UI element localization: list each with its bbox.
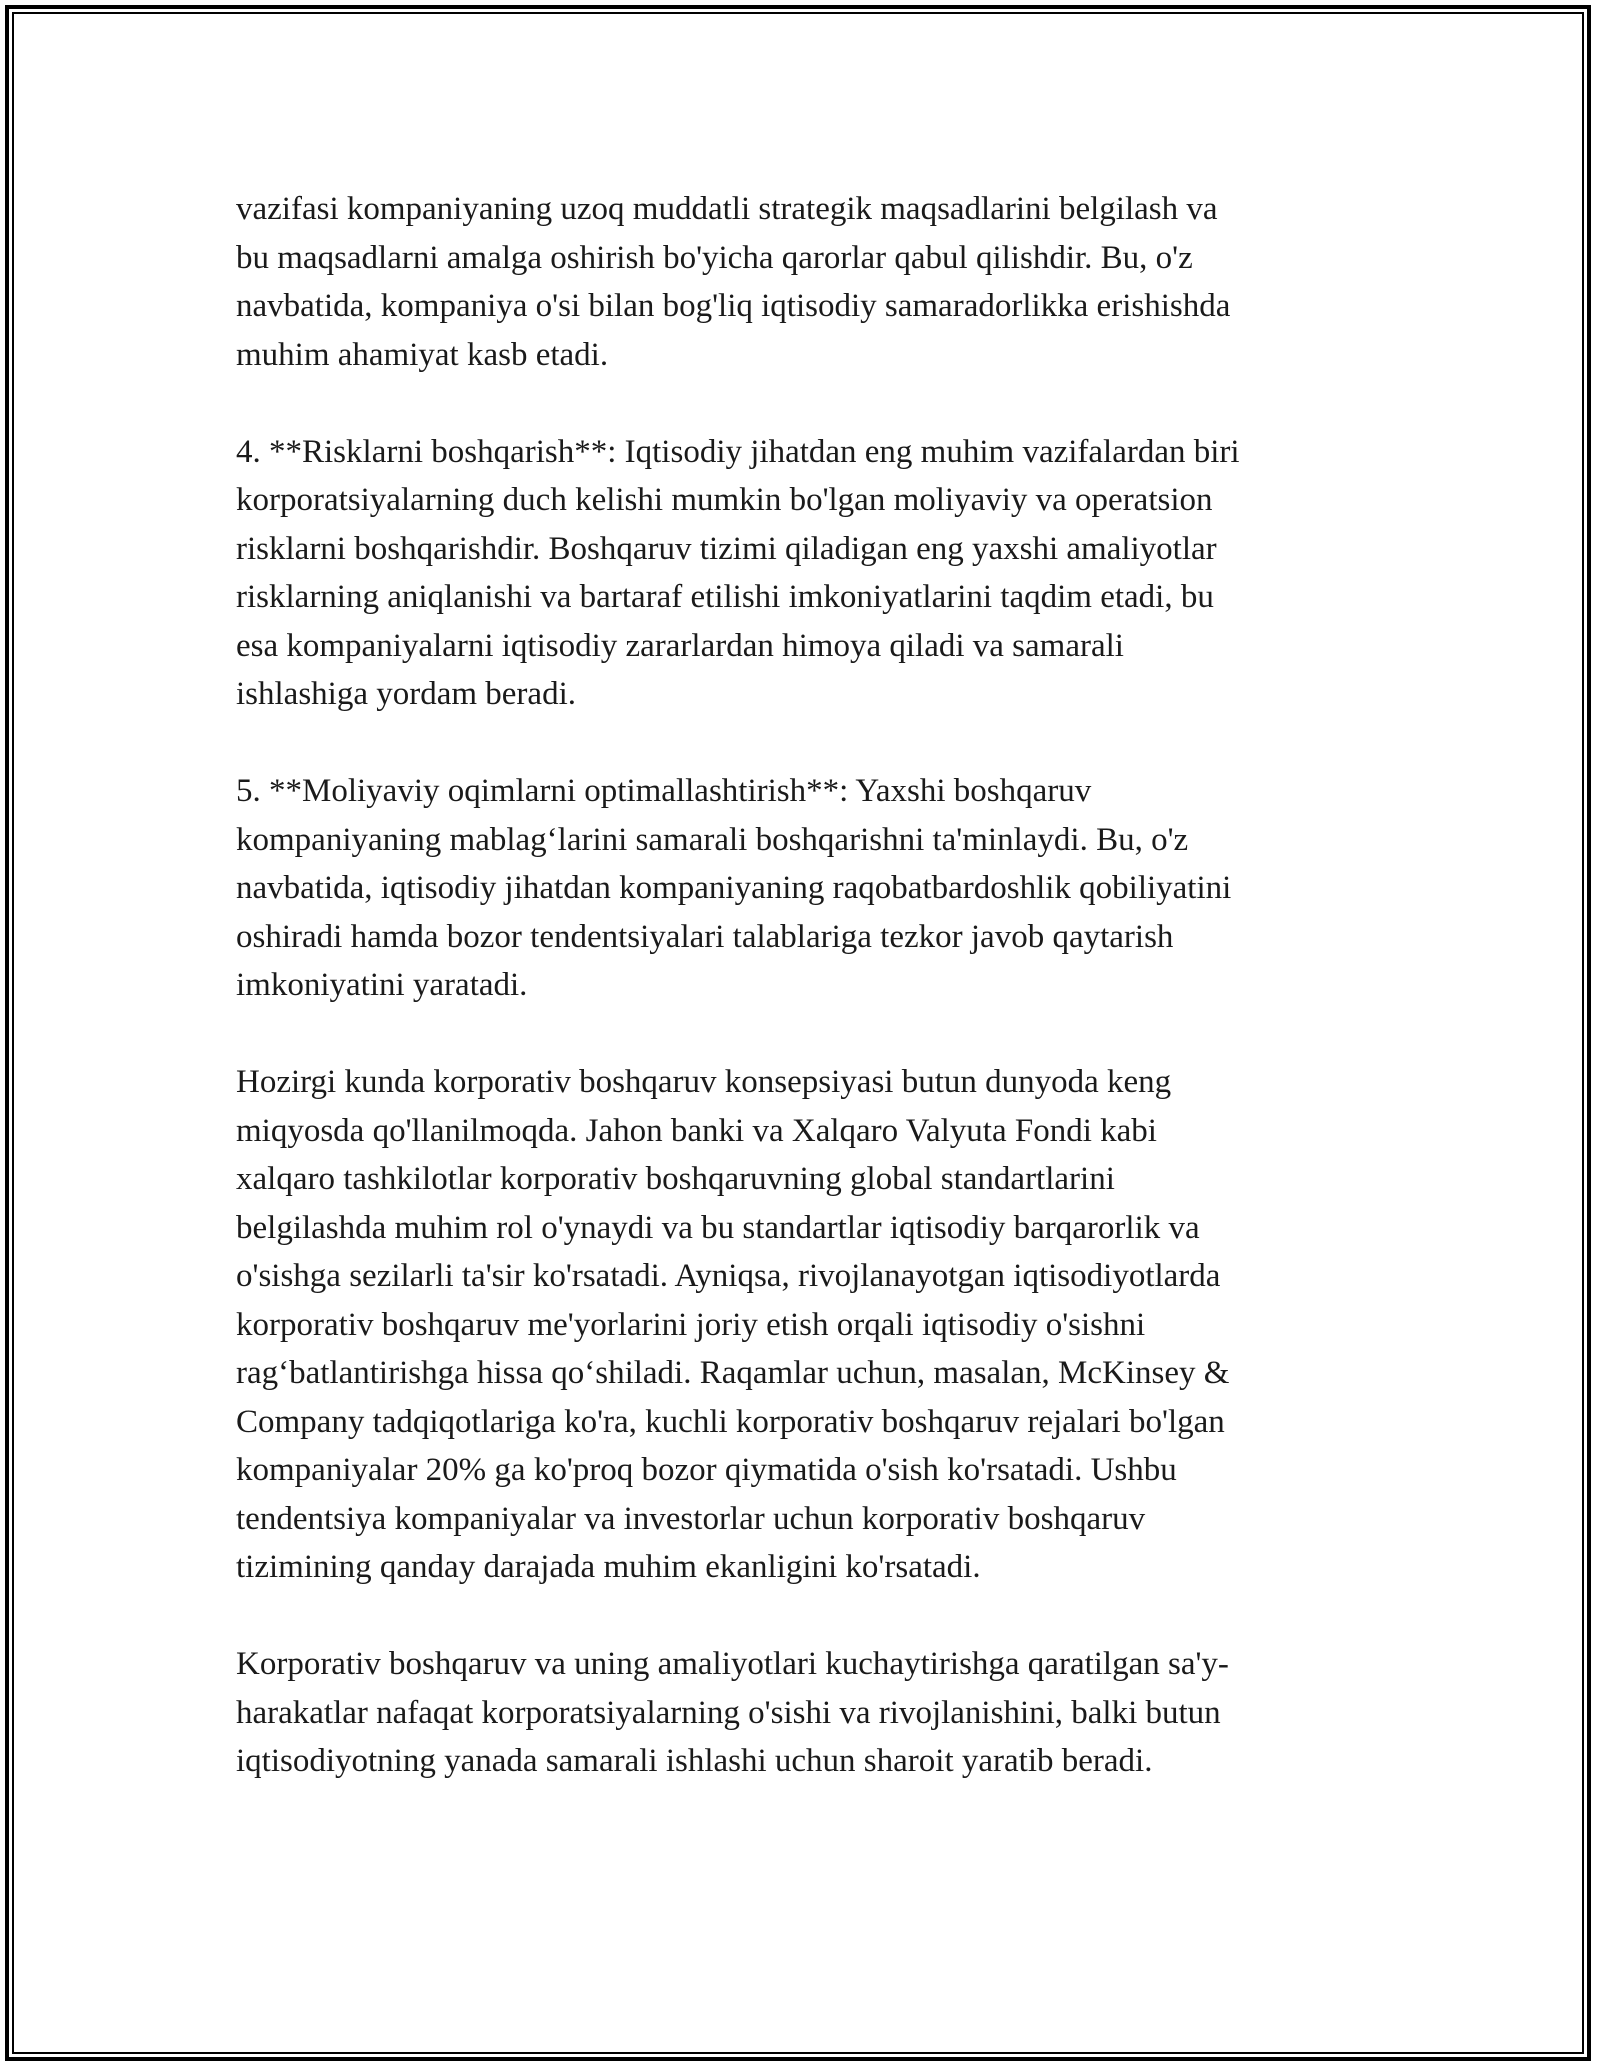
paragraph-strategic-goals: vazifasi kompaniyaning uzoq muddatli strategik maqsadlarini belgilash va bu maqsadlarni amalga oshirish bo'yicha qarorlar qabul qilishdir. Bu, o'z navbatida, kompaniya o'si bilan bog'liq iqtisodiy samaradorlikka erishishda muhim ahamiyat kasb etadi. <box>236 191 1231 373</box>
paragraph-global-standards: Hozirgi kunda korporativ boshqaruv konsepsiyasi butun dunyoda keng miqyosda qo'llanilmoqda. Jahon banki va Xalqaro Valyuta Fondi kabi xalqaro tashkilotlar korporativ boshqaruvning global standartlarini belgilashda muhim rol o'ynaydi va bu standartlar iqtisodiy barqarorlik va o'sishga sezilarli ta'sir ko'rsatadi. Ayniqsa, rivojlanayotgan iqtisodiyotlarda korporativ boshqaruv me'yorlarini joriy etish orqali iqtisodiy o'sishni rag‘batlantirishga hissa qo‘shiladi. Raqamlar uchun, masalan, McKinsey & Company tadqiqotlariga ko'ra, kuchli korporativ boshqaruv rejalari bo'lgan kompaniyalar 20% ga ko'proq bozor qiymatida o'sish ko'rsatadi. Ushbu tendentsiya kompaniyalar va investorlar uchun korporativ boshqaruv tizimining qanday darajada muhim ekanligini ko'rsatadi. <box>236 1064 1230 1585</box>
paragraph-risk-management: 4. **Risklarni boshqarish**: Iqtisodiy jihatdan eng muhim vazifalardan biri korporatsiyalarning duch kelishi mumkin bo'lgan moliyaviy va operatsion risklarni boshqarishdir. Boshqaruv tizimi qiladigan eng yaxshi amaliyotlar risklarning aniqlanishi va bartaraf etilishi imkoniyatlarini taqdim etadi, bu esa kompaniyalarni iqtisodiy zararlardan himoya qiladi va samarali ishlashiga yordam beradi. <box>236 433 1240 712</box>
document-body <box>236 185 1366 1786</box>
paragraph-financial-flows: 5. **Moliyaviy oqimlarni optimallashtirish**: Yaxshi boshqaruv kompaniyaning mablag‘larini samarali boshqarishni ta'minlaydi. Bu, o'z navbatida, iqtisodiy jihatdan kompaniyaning raqobatbardoshlik qobiliyatini oshiradi hamda bozor tendentsiyalari talablariga tezkor javob qaytarish imkoniyatini yaratadi. <box>236 773 1232 1003</box>
paragraph-conclusion: Korporativ boshqaruv va uning amaliyotlari kuchaytirishga qaratilgan sa'y- harakatlar nafaqat korporatsiyalarning o'sishi va rivojlanishini, balki butun iqtisodiyotning yanada samarali ishlashi uchun sharoit yaratib beradi. <box>236 1646 1229 1779</box>
